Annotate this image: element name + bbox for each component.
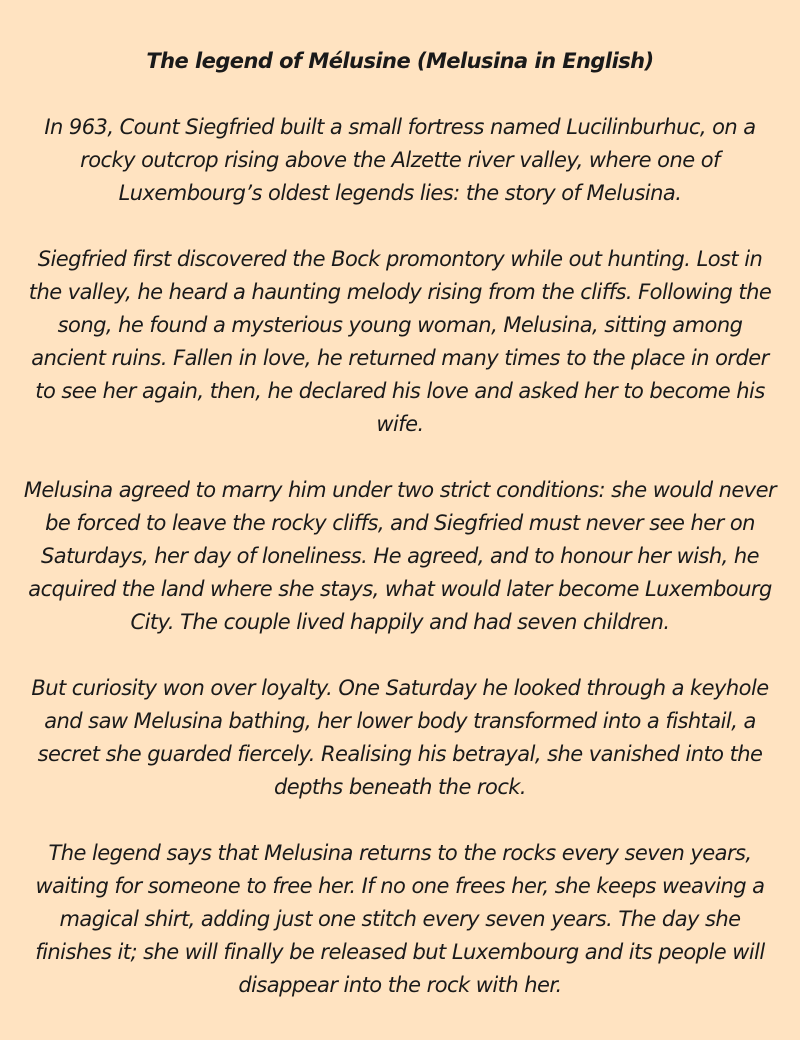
paragraph-founding: In 963, Count Siegfried built a small fortress named Lucilinburhuc, on a rocky outcrop rising above the Alzette river valley, where one of Luxembourg’s oldest legends lies: the story of Melusina. (44, 115, 756, 205)
paragraph-discovery: Siegfried first discovered the Bock promontory while out hunting. Lost in the valley, he heard a haunting melody rising from the cliffs. Following the song, he found a mysterious young woman, Melusina, sitting among ancient ruins. Fallen in love, he returned many times to the place in order to see her again, then, he declared his love and asked her to become his wife. (28, 247, 772, 436)
paragraph-betrayal: But curiosity won over loyalty. One Saturday he looked through a keyhole and saw Melusina bathing, her lower body transformed into a fishtail, a secret she guarded fiercely. Realising his betrayal, she vanished into the depths beneath the rock. (31, 676, 769, 799)
paragraph-legend-return: The legend says that Melusina returns to the rocks every seven years, waiting for someone to free her. If no one frees her, she keeps weaving a magical shirt, adding just one stitch every seven years. The day she finishes it; she will finally be released but Luxembourg and its people will disappear into the rock with her. (35, 841, 765, 997)
document-title: The legend of Mélusine (Melusina in English) (146, 49, 654, 73)
paragraph-conditions: Melusina agreed to marry him under two strict conditions: she would never be forced to leave the rocky cliffs, and Siegfried must never see her on Saturdays, her day of loneliness. He agreed, and to honour her wish, he acquired the land where she stays, what would later become Luxembourg City. The couple lived happily and had seven children. (23, 478, 777, 634)
